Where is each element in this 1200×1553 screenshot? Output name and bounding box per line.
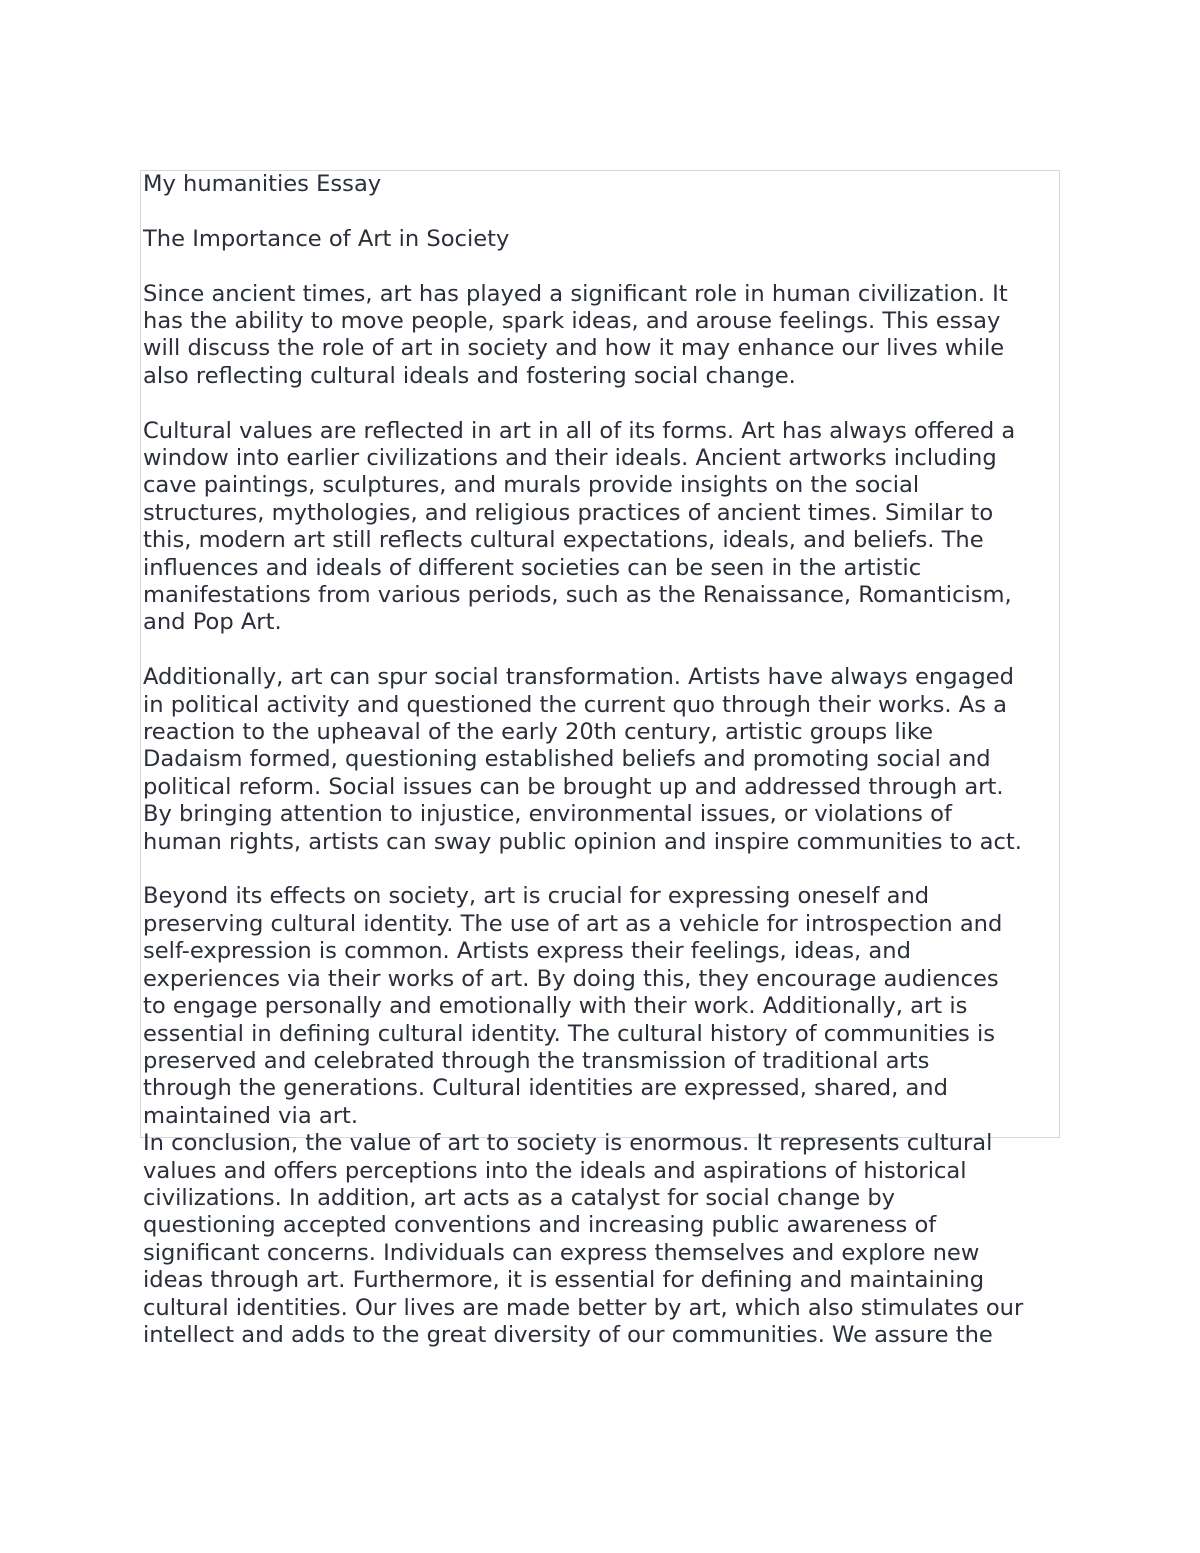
essay-title: The Importance of Art in Society (143, 225, 510, 252)
paragraph-line: window into earlier civilizations and their ideals. Ancient artworks including (143, 445, 997, 472)
paragraph-line: influences and ideals of different societies can be seen in the artistic (143, 554, 922, 581)
paragraph-line: values and offers perceptions into the ideals and aspirations of historical (143, 1157, 967, 1184)
spacer (143, 637, 1063, 664)
spacer (143, 856, 1063, 883)
paragraph-line: In conclusion, the value of art to society is enormous. It represents cultural (143, 1130, 993, 1157)
paragraph-line: also reflecting cultural ideals and fostering social change. (143, 362, 796, 389)
paragraph-line: preserved and celebrated through the transmission of traditional arts (143, 1047, 930, 1074)
paragraph-line: cave paintings, sculptures, and murals provide insights on the social (143, 472, 920, 499)
paragraph-line: intellect and adds to the great diversity of our communities. We assure the (143, 1321, 993, 1348)
spacer (143, 390, 1063, 417)
paragraph-line: ideas through art. Furthermore, it is essential for defining and maintaining (143, 1267, 985, 1294)
paragraph-line: essential in defining cultural identity. The cultural history of communities is (143, 1020, 995, 1047)
paragraph-line: Dadaism formed, questioning established beliefs and promoting social and (143, 746, 991, 773)
paragraph-line: self-expression is common. Artists express their feelings, ideas, and (143, 938, 911, 965)
paragraph-line: experiences via their works of art. By doing this, they encourage audiences (143, 965, 999, 992)
paragraph-line: reaction to the upheaval of the early 20th century, artistic groups like (143, 719, 934, 746)
paragraph-line: in political activity and questioned the current quo through their works. As a (143, 691, 1008, 718)
paragraph-line: structures, mythologies, and religious practices of ancient times. Similar to (143, 499, 994, 526)
paragraph-line: political reform. Social issues can be brought up and addressed through art. (143, 773, 1004, 800)
paragraph-line: cultural identities. Our lives are made better by art, which also stimulates our (143, 1294, 1024, 1321)
paragraph-line: By bringing attention to injustice, environmental issues, or violations of (143, 801, 952, 828)
essay-heading: My humanities Essay (143, 171, 382, 197)
paragraph-line: Additionally, art can spur social transformation. Artists have always engaged (143, 664, 1014, 691)
paragraph-line: to engage personally and emotionally with their work. Additionally, art is (143, 993, 968, 1020)
paragraph-line: human rights, artists can sway public opinion and inspire communities to act. (143, 828, 1022, 855)
paragraph-line: and Pop Art. (143, 609, 282, 636)
paragraph-line: Cultural values are reflected in art in all of its forms. Art has always offered a (143, 417, 1016, 444)
paragraph-line: this, modern art still reflects cultural expectations, ideals, and beliefs. The (143, 527, 984, 554)
paragraph-line: significant concerns. Individuals can express themselves and explore new (143, 1239, 980, 1266)
paragraph-line: Beyond its effects on society, art is crucial for expressing oneself and (143, 883, 930, 910)
paragraph-line: preserving cultural identity. The use of art as a vehicle for introspection and (143, 910, 1003, 937)
paragraph-line: questioning accepted conventions and increasing public awareness of (143, 1212, 937, 1239)
spacer (143, 253, 1063, 280)
spacer (143, 198, 1063, 225)
paragraph-line: through the generations. Cultural identities are expressed, shared, and (143, 1075, 948, 1102)
paragraph-line: Since ancient times, art has played a significant role in human civilization. It (143, 280, 1008, 307)
paragraph-line: has the ability to move people, spark ideas, and arouse feelings. This essay (143, 308, 1001, 334)
paragraph-line: civilizations. In addition, art acts as a catalyst for social change by (143, 1184, 896, 1211)
essay-body (143, 171, 1063, 1349)
paragraph-line: will discuss the role of art in society and how it may enhance our lives while (143, 335, 1005, 362)
paragraph-line: manifestations from various periods, such as the Renaissance, Romanticism, (143, 582, 1012, 609)
paragraph-line: maintained via art. (143, 1102, 359, 1129)
